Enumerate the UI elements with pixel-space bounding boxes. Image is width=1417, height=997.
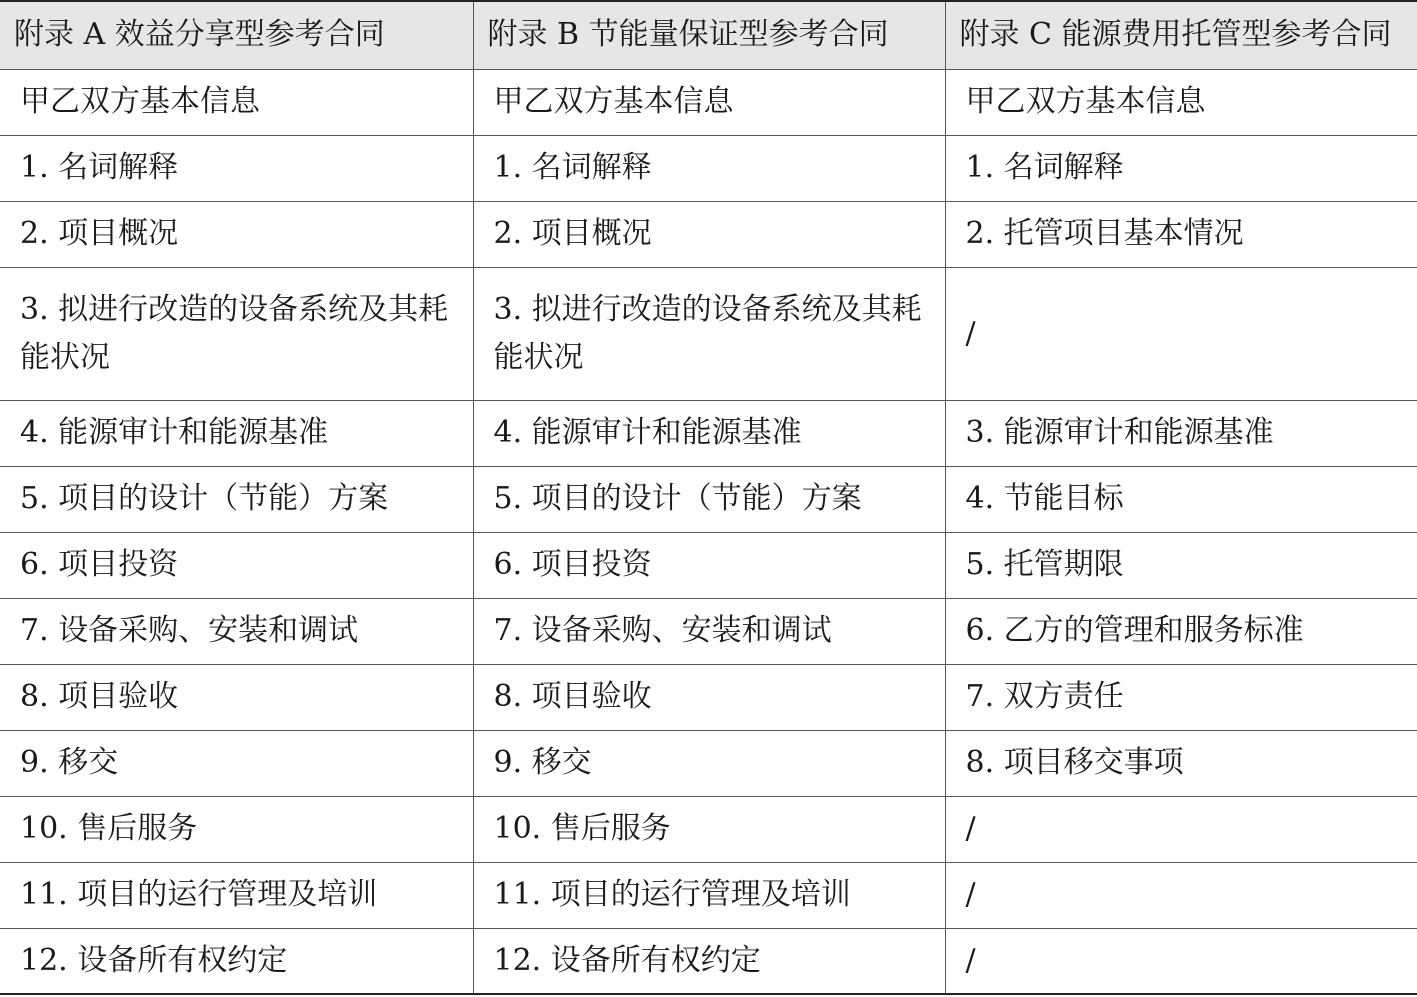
- cell-appendix-c: 4. 节能目标: [945, 466, 1417, 532]
- cell-appendix-b: 2. 项目概况: [473, 201, 945, 267]
- table-row: [0, 466, 1417, 532]
- cell-appendix-b: 5. 项目的设计（节能）方案: [473, 466, 945, 532]
- table-row: [0, 862, 1417, 928]
- table-row: [0, 796, 1417, 862]
- cell-appendix-a: 1. 名词解释: [0, 135, 473, 201]
- cell-appendix-a: 3. 拟进行改造的设备系统及其耗能状况: [0, 267, 473, 400]
- table-row: [0, 135, 1417, 201]
- table-row: [0, 664, 1417, 730]
- cell-appendix-b: 1. 名词解释: [473, 135, 945, 201]
- header-appendix-c: 附录 C 能源费用托管型参考合同: [945, 1, 1417, 69]
- cell-appendix-a: 7. 设备采购、安装和调试: [0, 598, 473, 664]
- cell-appendix-c: /: [945, 928, 1417, 994]
- table-row: [0, 201, 1417, 267]
- table-row: [0, 532, 1417, 598]
- cell-appendix-a: 11. 项目的运行管理及培训: [0, 862, 473, 928]
- cell-appendix-b: 10. 售后服务: [473, 796, 945, 862]
- cell-appendix-c: 3. 能源审计和能源基准: [945, 400, 1417, 466]
- cell-appendix-a: 6. 项目投资: [0, 532, 473, 598]
- cell-appendix-b: 8. 项目验收: [473, 664, 945, 730]
- cell-appendix-c: 甲乙双方基本信息: [945, 69, 1417, 135]
- cell-appendix-a: 9. 移交: [0, 730, 473, 796]
- table-row: [0, 400, 1417, 466]
- cell-appendix-c: 5. 托管期限: [945, 532, 1417, 598]
- header-row: [0, 1, 1417, 69]
- cell-appendix-b: 3. 拟进行改造的设备系统及其耗能状况: [473, 267, 945, 400]
- cell-appendix-b: 6. 项目投资: [473, 532, 945, 598]
- table-row: [0, 267, 1417, 400]
- header-appendix-b: 附录 B 节能量保证型参考合同: [473, 1, 945, 69]
- cell-appendix-b: 11. 项目的运行管理及培训: [473, 862, 945, 928]
- cell-appendix-c: /: [945, 796, 1417, 862]
- cell-appendix-c: 6. 乙方的管理和服务标准: [945, 598, 1417, 664]
- table-row: [0, 928, 1417, 994]
- cell-appendix-c: 8. 项目移交事项: [945, 730, 1417, 796]
- cell-appendix-c: 1. 名词解释: [945, 135, 1417, 201]
- cell-appendix-b: 12. 设备所有权约定: [473, 928, 945, 994]
- cell-appendix-b: 7. 设备采购、安装和调试: [473, 598, 945, 664]
- cell-appendix-c: 2. 托管项目基本情况: [945, 201, 1417, 267]
- cell-appendix-c: /: [945, 862, 1417, 928]
- cell-appendix-a: 2. 项目概况: [0, 201, 473, 267]
- cell-appendix-a: 甲乙双方基本信息: [0, 69, 473, 135]
- cell-appendix-a: 8. 项目验收: [0, 664, 473, 730]
- cell-appendix-a: 5. 项目的设计（节能）方案: [0, 466, 473, 532]
- cell-appendix-c: /: [945, 267, 1417, 400]
- cell-appendix-b: 甲乙双方基本信息: [473, 69, 945, 135]
- cell-appendix-b: 4. 能源审计和能源基准: [473, 400, 945, 466]
- cell-appendix-a: 4. 能源审计和能源基准: [0, 400, 473, 466]
- table-row: [0, 730, 1417, 796]
- header-appendix-a: 附录 A 效益分享型参考合同: [0, 1, 473, 69]
- cell-appendix-b: 9. 移交: [473, 730, 945, 796]
- cell-appendix-a: 10. 售后服务: [0, 796, 473, 862]
- table-row: [0, 69, 1417, 135]
- cell-appendix-a: 12. 设备所有权约定: [0, 928, 473, 994]
- cell-appendix-c: 7. 双方责任: [945, 664, 1417, 730]
- table-row: [0, 598, 1417, 664]
